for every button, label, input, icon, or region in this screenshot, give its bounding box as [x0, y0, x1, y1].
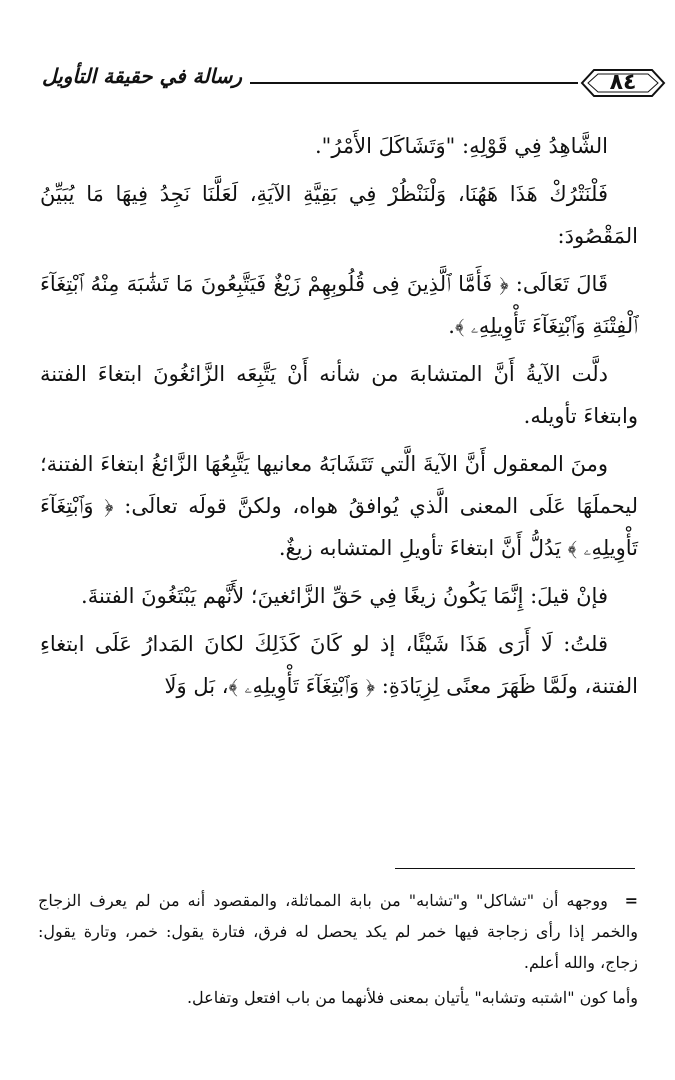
paragraph: دلَّت الآيةُ أَنَّ المتشابهَ من شأنه أَنْ يَتَّبِعَه الزَّائغُونَ ابتغاءَ الفتنة وابتغاءَ تأويله. — [40, 362, 638, 428]
footnote-continuation-mark: = — [624, 891, 639, 910]
paragraph: فَلْنَتْرُكْ هَذَا هَهُنَا، وَلْنَنْظُرْ فِي بَقِيَّةِ الآيَةِ، لَعَلَّنَا نَجِدُ فِيهَا مَا يُبَيِّنُ المَقْصُودَ: — [40, 182, 638, 248]
main-text — [40, 125, 638, 713]
page-number-frame — [580, 66, 666, 100]
paragraph: ومنَ المعقول أَنَّ الآيةَ الَّتي تَتَشَابَهُ معانيها يَتَّبِعُهَا الزَّائغُ ابتغاءَ الفتنة؛ ليحملَهَا عَلَى المعنى الَّذي يُوافقُ هواه، ولكنَّ قولَه تعالَى: ﴿ وَٱبْتِغَآءَ تَأْوِيلِهِۦ ﴾ يَدُلُّ أَنَّ ابتغاءَ تأويلِ المتشابه زيغٌ. — [40, 452, 638, 560]
paragraph: الشَّاهِدُ فِي قَوْلِهِ: "وَتَشَاكَلَ الأَمْرُ". — [315, 134, 608, 158]
footnote-text: ووجهه أن "تشاكل" و"تشابه" من بابة المماثلة، والمقصود أنه من لم يعرف الزجاج والخمر إذا رأى زجاجة فيها خمر لم يكد يحصل له فرق، فتارة يقول: خمر، وتارة يقول: زجاج، والله أعلم. — [38, 891, 638, 972]
header-divider — [250, 82, 578, 84]
page-header — [30, 60, 645, 110]
book-title: رسالة في حقيقة التأويل — [42, 64, 242, 88]
footnote-paragraph: وأما كون "اشتبه وتشابه" يأتيان بمعنى فلأنهما من باب افتعل وتفاعل. — [186, 988, 638, 1007]
footnotes — [38, 885, 638, 1017]
quran-verse-paragraph: قَالَ تَعَالَى: ﴿ فَأَمَّا ٱلَّذِينَ فِى قُلُوبِهِمْ زَيْغٌ فَيَتَّبِعُونَ مَا تَشَٰبَهَ مِنْهُ ٱبْتِغَآءَ ٱلْفِتْنَةِ وَٱبْتِغَآءَ تَأْوِيلِهِۦ ﴾. — [40, 272, 638, 338]
page-number: ٨٤ — [609, 70, 637, 95]
footnote-paragraph — [38, 885, 638, 978]
footnote-divider — [395, 868, 635, 869]
paragraph: قلتُ: لَا أَرَى هَذَا شَيْئًا، إذ لو كَانَ كَذَلِكَ لكانَ المَدارُ عَلَى ابتغاءِ الفتنة، ولَمَّا ظَهَرَ معنًى لِزِيَادَةِ: ﴿ وَٱبْتِغَآءَ تَأْوِيلِهِۦ ﴾، بَل وَلَا — [40, 632, 638, 698]
paragraph: فإنْ قيلَ: إِنَّمَا يَكُونُ زيغًا فِي حَقِّ الزَّائغينَ؛ لأَنَّهم يَبْتَغُونَ الفتنةَ. — [81, 584, 608, 608]
